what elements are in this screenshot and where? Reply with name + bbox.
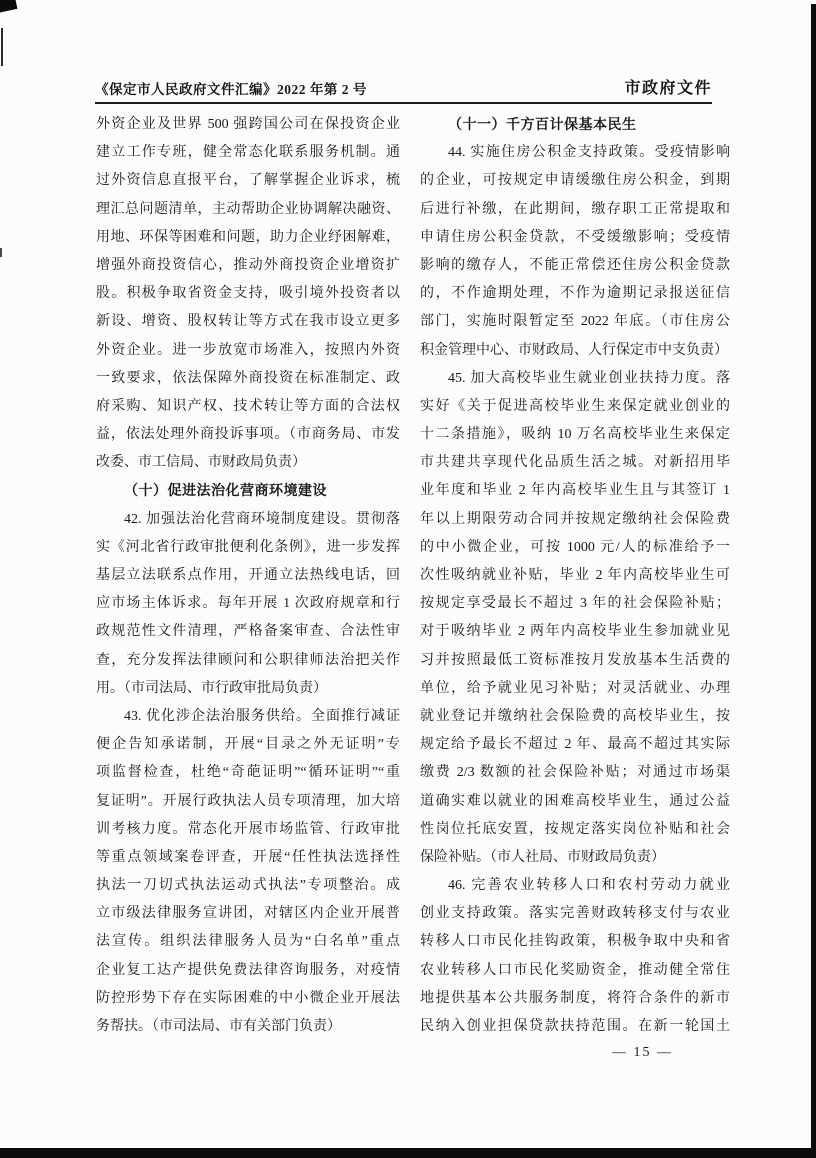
text-line: 改委、市工信局、市财政局负责） [96,455,306,471]
text-line: 过外资信息直报平台，了解掌握企业诉求，梳 [96,173,400,189]
text-line: 45. 加大高校毕业生就业创业扶持力度。落 [448,370,730,386]
header-section-label: 市政府文件 [624,80,712,97]
text-line: 复证明”。开展行政执法人员专项清理，加大培 [96,793,400,809]
section-heading: （十）促进法治化营商环境建设 [124,483,327,500]
scan-artifact-left-edge-dash [0,248,2,257]
text-line: 习并按照最低工资标准按月发放基本生活费的 [420,652,730,668]
text-line: 防控形势下存在实际困难的中小微企业开展法 [96,990,400,1006]
text-line: 积金管理中心、市财政局、人行保定市中支负责） [420,342,728,358]
text-line: 就业登记并缴纳社会保险费的高校毕业生，按 [420,708,730,724]
text-line: 务帮扶。（市司法局、市有关部门负责） [96,1019,341,1034]
text-line: 市共建共享现代化品质生活之城。对新招用毕 [420,455,730,471]
text-line: 政规范性文件清理，严格备案审查、合法性审 [96,624,400,640]
text-line: 府采购、知识产权、技术转让等方面的合法权 [96,398,400,414]
text-line: 理汇总问题清单，主动帮助企业协调解决融资、 [96,201,400,217]
text-line: 训考核力度。常态化开展市场监管、行政审批 [96,821,400,837]
text-line: 实《河北省行政审批便利化条例》，进一步发挥 [96,539,400,555]
text-line: 道确实难以就业的困难高校毕业生，通过公益 [420,793,730,809]
text-line: 42. 加强法治化营商环境制度建设。贯彻落 [124,511,400,527]
text-line: 缴费 2/3 数额的社会保险补贴；对通过市场渠 [420,765,730,781]
page-number: — 15 — [612,1045,673,1060]
scan-artifact-top-left [0,0,17,13]
text-line: 单位，给予就业见习补贴；对灵活就业、办理 [420,680,730,696]
text-line: 对于吸纳毕业 2 两年内高校毕业生参加就业见 [420,624,730,640]
text-line: 部门，实施时限暂定至 2022 年底。（市住房公 [420,314,730,330]
text-line: 企业复工达产提供免费法律咨询服务，对疫情 [96,962,400,978]
text-line: 等重点领域案卷评查，开展“任性执法选择性 [96,849,400,865]
text-line: 外资企业。进一步放宽市场准入，按照内外资 [96,342,400,358]
page-header [95,70,712,104]
text-line: 规定给予最长不超过 2 年、最高不超过其实际 [420,737,730,753]
text-line: 年以上期限劳动合同并按规定缴纳社会保险费 [420,511,730,527]
text-line: 益，依法处理外商投诉事项。（市商务局、市发 [96,427,400,443]
text-line: 项监督检查，杜绝“奇葩证明”“循环证明”“重 [96,765,400,781]
text-line: 十二条措施》，吸纳 10 万名高校毕业生来保定 [420,427,730,443]
text-line: 民纳入创业担保贷款扶持范围。在新一轮国土 [420,1019,730,1034]
text-line: 查，充分发挥法律顾问和公职律师法治把关作 [96,652,400,668]
text-line: 的企业，可按规定申请缓缴住房公积金，到期 [420,173,730,189]
text-line: 应市场主体诉求。每年开展 1 次政府规章和行 [96,596,400,612]
text-line: 法宣传。组织法律服务人员为“白名单”重点 [96,934,400,950]
text-line: 立市级法律服务宣讲团，对辖区内企业开展普 [96,906,400,922]
text-line: 按规定享受最长不超过 3 年的社会保险补贴； [420,596,730,612]
text-line: 农业转移人口市民化奖励资金，推动健全常住 [420,962,730,978]
text-line: 转移人口市民化挂钩政策，积极争取中央和省 [420,934,730,950]
text-line: 的中小微企业，可按 1000 元/人的标准给予一 [420,539,730,555]
text-line: 便企告知承诺制，开展“目录之外无证明”专 [96,737,400,753]
text-line: 性岗位托底安置，按规定落实岗位补贴和社会 [420,821,730,837]
right-text-column [420,111,730,1041]
text-line: 用地、环保等困难和问题，助力企业纾困解难， [96,229,400,245]
scan-artifact-left-edge-mark [1,28,3,66]
text-line: 实好《关于促进高校毕业生来保定就业创业的 [420,398,730,414]
text-line: 44. 实施住房公积金支持政策。受疫情影响 [448,145,730,161]
text-line: 业年度和毕业 2 年内高校毕业生且与其签订 1 [420,483,730,499]
text-line: 股。积极争取省资金支持，吸引境外投资者以 [96,286,400,302]
left-text-column [96,111,400,1041]
text-line: 46. 完善农业转移人口和农村劳动力就业 [448,878,730,894]
scan-artifact-bottom-edge-bar [0,1148,816,1158]
text-line: 创业支持政策。落实完善财政转移支付与农业 [420,906,730,922]
text-line: 的，不作逾期处理，不作为逾期记录报送征信 [420,286,730,302]
text-line: 基层立法联系点作用，开通立法热线电话，回 [96,568,400,583]
text-line: 一致要求，依法保障外商投资在标准制定、政 [96,370,400,386]
text-line: 后进行补缴，在此期间，缴存职工正常提取和 [420,201,730,217]
section-heading: （十一）千方百计保基本民生 [448,117,637,133]
text-line: 增强外商投资信心，推动外商投资企业增资扩 [96,257,400,273]
text-line: 地提供基本公共服务制度，将符合条件的新市 [420,990,730,1006]
text-line: 用。（市司法局、市行政审批局负责） [96,680,327,696]
header-publication-title: 《保定市人民政府文件汇编》2022 年第 2 号 [95,82,367,97]
text-line: 43. 优化涉企法治服务供给。全面推行减证 [124,708,400,724]
text-line: 保险补贴。（市人社局、市财政局负责） [420,849,665,865]
text-line: 执法一刀切式执法运动式执法”专项整治。成 [96,878,400,894]
text-line: 建立工作专班，健全常态化联系服务机制。通 [96,145,400,161]
text-line: 新设、增资、股权转让等方式在我市设立更多 [96,314,400,330]
text-line: 外资企业及世界 500 强跨国公司在保投资企业 [96,117,400,132]
text-line: 影响的缴存人，不能正常偿还住房公积金贷款 [420,257,730,273]
text-line: 次性吸纳就业补贴，毕业 2 年内高校毕业生可 [420,568,730,583]
scan-artifact-right-edge-bar [811,4,816,1158]
text-line: 申请住房公积金贷款，不受缓缴影响；受疫情 [420,229,730,245]
